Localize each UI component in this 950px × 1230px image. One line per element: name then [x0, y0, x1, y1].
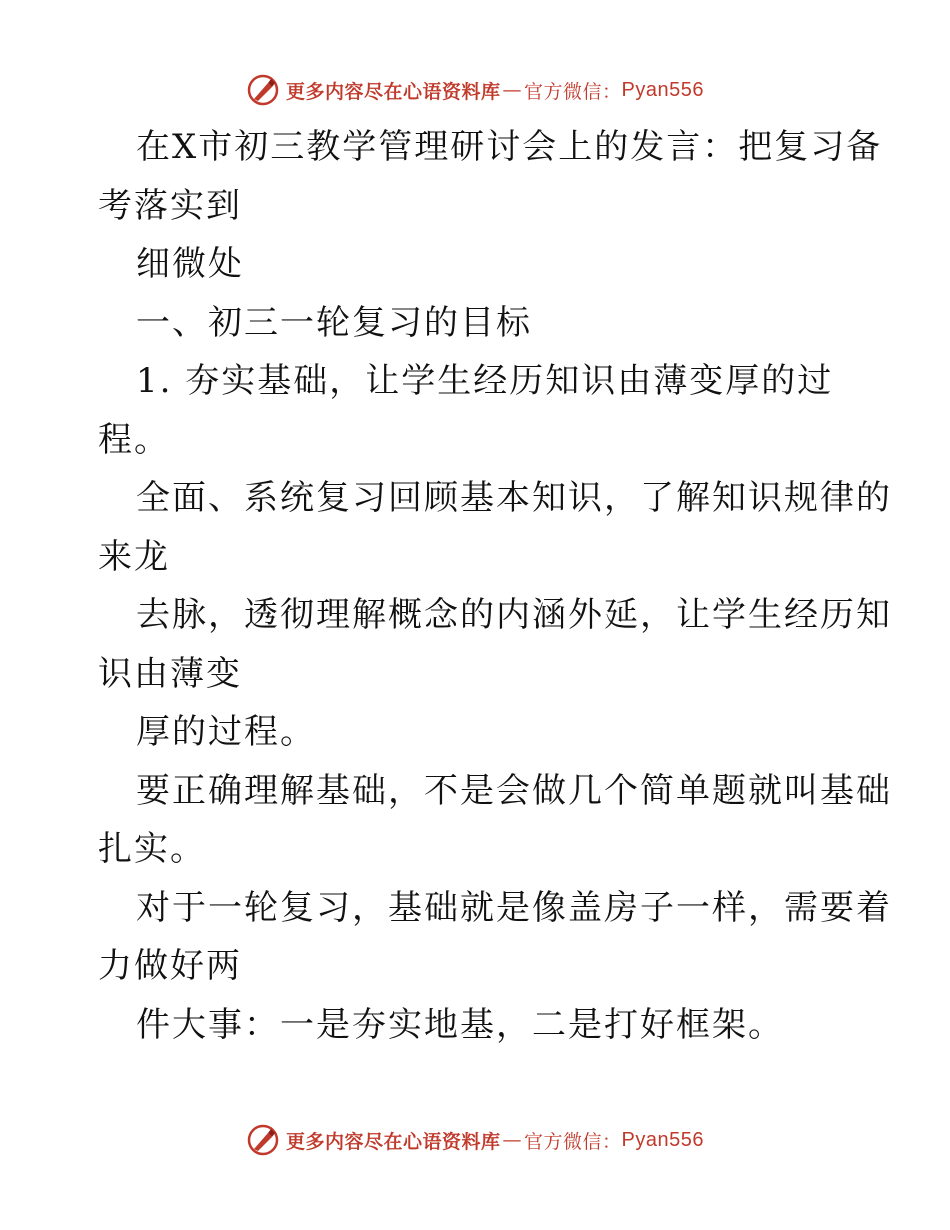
banner-text: 更多内容尽在心语资料库: [286, 80, 501, 103]
banner-text: 更多内容尽在心语资料库: [286, 1130, 501, 1153]
banner-wechat-id: Pyan556: [621, 78, 704, 101]
paragraph-line: 要正确理解基础，不是会做几个简单题就叫基础: [136, 770, 892, 811]
document-body: [98, 118, 892, 1054]
banner-separator: —: [502, 79, 523, 101]
title-line-1: 在X市初三教学管理研讨会上的发言：把复习备: [136, 127, 883, 167]
paragraph-line: 厚的过程。: [136, 712, 316, 752]
section-heading: 一、初三一轮复习的目标: [136, 302, 532, 343]
paragraph-line: 全面、系统复习回顾基本知识，了解知识规律的: [136, 478, 892, 518]
banner-wechat-label: 官方微信：: [524, 1130, 622, 1153]
paragraph-line: 程。: [98, 419, 170, 460]
pen-logo-icon: [246, 1123, 280, 1157]
paragraph-line: 扎实。: [98, 829, 206, 869]
header-banner: [0, 70, 950, 110]
paragraph-line: 件大事：一是夯实地基，二是打好框架。: [136, 1004, 784, 1045]
paragraph-line: 力做好两: [98, 946, 242, 986]
title-line-2: 考落实到: [98, 185, 242, 226]
paragraph-line: 去脉，透彻理解概念的内涵外延，让学生经历知: [136, 595, 892, 635]
banner-wechat-label: 官方微信：: [524, 80, 622, 103]
banner-wechat-id: Pyan556: [621, 1128, 704, 1151]
paragraph-line: 1. 夯实基础，让学生经历知识由薄变厚的过: [136, 361, 834, 401]
paragraph-line: 来龙: [98, 536, 170, 577]
pen-logo-icon: [246, 73, 280, 107]
paragraph-line: 识由薄变: [98, 653, 242, 694]
banner-separator: —: [502, 1129, 523, 1151]
title-line-3: 细微处: [136, 244, 244, 284]
footer-banner: [0, 1120, 950, 1160]
paragraph-line: 对于一轮复习，基础就是像盖房子一样，需要着: [136, 887, 892, 928]
